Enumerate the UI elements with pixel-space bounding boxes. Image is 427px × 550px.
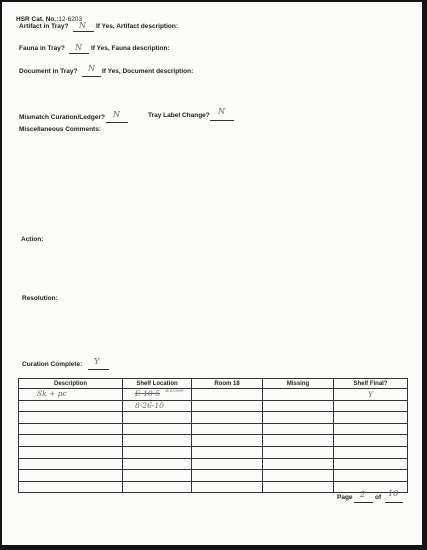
row1-shelf-old: E-10-5 bbox=[135, 389, 160, 398]
misc-comments-label: Miscellaneous Comments: bbox=[19, 126, 101, 133]
table-row bbox=[19, 412, 408, 424]
fauna-answer: N bbox=[75, 43, 82, 52]
table-row bbox=[19, 400, 408, 412]
table-header-row bbox=[19, 379, 408, 389]
curation-complete-label: Curation Complete: bbox=[22, 361, 83, 368]
page-answer-line bbox=[354, 502, 373, 503]
table-row bbox=[19, 389, 408, 401]
resolution-label: Resolution: bbox=[22, 295, 58, 302]
document-desc-label: If Yes, Document description: bbox=[102, 68, 194, 75]
mismatch-label: Mismatch Curation/Ledger? bbox=[19, 114, 105, 121]
artifact-desc-label: If Yes, Artifact description: bbox=[96, 23, 178, 30]
fauna-desc-label: If Yes, Fauna description: bbox=[91, 45, 170, 52]
col-missing: Missing bbox=[263, 379, 334, 389]
cat-no-value: 12-6203 bbox=[58, 16, 83, 23]
table-row bbox=[19, 435, 408, 447]
row1-description: Sk + pc bbox=[37, 389, 67, 398]
document-answer-line bbox=[82, 76, 101, 77]
table-row bbox=[19, 481, 408, 493]
cat-no-label: HSR Cat. No.:12-6203 bbox=[16, 16, 83, 23]
col-description: Description bbox=[19, 379, 123, 389]
inventory-table bbox=[18, 378, 408, 493]
tray-label-answer: N bbox=[218, 107, 225, 116]
tray-label-change-label: Tray Label Change? bbox=[148, 112, 210, 119]
mismatch-answer-line bbox=[106, 122, 128, 123]
table-row bbox=[19, 458, 408, 470]
artifact-label: Artifact in Tray? bbox=[19, 23, 69, 30]
page-label: Page bbox=[337, 494, 353, 501]
table-row bbox=[19, 423, 408, 435]
page-number: 2 bbox=[360, 490, 366, 499]
curation-answer-line bbox=[88, 369, 109, 370]
form-page bbox=[2, 2, 422, 545]
table-row bbox=[19, 470, 408, 482]
row1-shelf-note: sk 6/29/99 bbox=[165, 389, 184, 393]
row2-shelf-new: 8-26-10 bbox=[135, 400, 164, 410]
mismatch-answer: N bbox=[113, 110, 120, 119]
document-answer: N bbox=[88, 64, 95, 73]
page-total: 10 bbox=[388, 489, 399, 498]
table-row bbox=[19, 446, 408, 458]
curation-answer: Y bbox=[94, 357, 100, 366]
row1-shelf-final: Y bbox=[368, 390, 373, 399]
fauna-answer-line bbox=[69, 53, 89, 54]
col-shelf-location: Shelf Location bbox=[123, 379, 192, 389]
fauna-label: Fauna in Tray? bbox=[19, 45, 65, 52]
artifact-answer-line bbox=[73, 31, 94, 32]
tray-label-answer-line bbox=[210, 120, 234, 121]
col-room-18: Room 18 bbox=[192, 379, 263, 389]
col-shelf-final: Shelf Final? bbox=[334, 379, 408, 389]
of-label: of bbox=[375, 494, 382, 501]
artifact-answer: N bbox=[79, 21, 86, 30]
document-label: Document in Tray? bbox=[19, 68, 78, 75]
of-answer-line bbox=[385, 502, 403, 503]
action-label: Action: bbox=[21, 236, 44, 243]
